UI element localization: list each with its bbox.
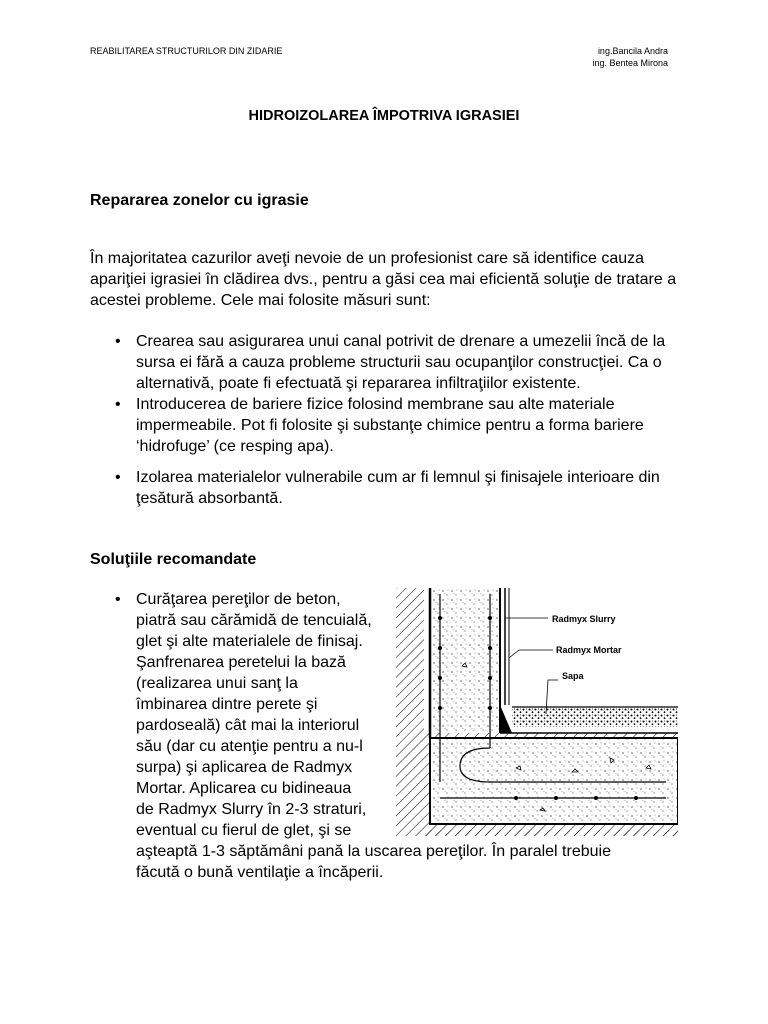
bullet-line: îmbinarea dintre perete şi bbox=[136, 696, 318, 713]
bullet-line: piatră sau cărămidă de tencuială, bbox=[136, 612, 372, 629]
foundation-slab bbox=[430, 738, 678, 824]
header-right bbox=[592, 45, 668, 69]
waterproofing-detail-figure bbox=[396, 588, 678, 836]
header-author-1: ing.Bancila Andra bbox=[597, 46, 668, 56]
bullet-text: Izolarea materialelor vulnerabile cum ar fi lemnul şi finisajele interioare din ţesătură absorbantă. bbox=[136, 469, 660, 507]
section1-bullet-list bbox=[90, 331, 690, 509]
mortar-fillet bbox=[500, 705, 512, 733]
bullet-line: Mortar. Aplicarea cu bidineaua bbox=[136, 780, 352, 797]
bullet-dot: • bbox=[115, 591, 121, 608]
bullet-line: aşteaptă 1-3 săptămâni pană la uscarea pereţilor. În paralel trebuie bbox=[136, 843, 611, 860]
bullet-line: eventual cu fierul de glet, şi se bbox=[136, 822, 352, 839]
bullet-line: surpa) şi aplicarea de Radmyx bbox=[136, 759, 353, 776]
bullet-line: de Radmyx Slurry în 2-3 straturi, bbox=[136, 801, 367, 818]
document-title: HIDROIZOLAREA ÎMPOTRIVA IGRASIEI bbox=[248, 108, 520, 124]
bullet-dot: • bbox=[115, 396, 121, 413]
label-sapa: Sapa bbox=[562, 671, 584, 681]
leader-lines bbox=[505, 618, 558, 714]
bullet-line: pardoseală) cât mai la interiorul bbox=[136, 717, 360, 734]
bullet-text: Crearea sau asigurarea unui canal potrivit de drenare a umezelii încă de la sursa ei fără a cauza probleme structurii sau ocupanţilor construcţiei. Ca o alternativă, poate fi efectuată şi repararea infiltraţiilor existente. bbox=[136, 333, 666, 392]
bullet-text: Introducerea de bariere fizice folosind membrane sau alte materiale impermeabile. Pot fi folosite şi substanţe chimice pentru a forma bariere ‘hidrofuge’ (ce resping apa). bbox=[136, 396, 644, 455]
label-radmyx-slurry: Radmyx Slurry bbox=[552, 614, 616, 624]
section1-heading: Repararea zonelor cu igrasie bbox=[90, 192, 309, 209]
bullet-line: făcută o bună ventilaţie a încăperii. bbox=[136, 864, 384, 881]
bullet-item bbox=[90, 394, 690, 457]
header-author-2: ing. Bentea Mirona bbox=[592, 58, 668, 68]
header-left: REABILITAREA STRUCTURILOR DIN ZIDARIE bbox=[90, 46, 283, 56]
section1-intro: În majoritatea cazurilor aveţi nevoie de un profesionist care să identifice cauza apariţiei igrasiei în clădirea dvs., pentru a găsi cea mai eficientă soluţie de tratare a acestei probleme. Cele mai folosite măsuri sunt: bbox=[90, 250, 677, 309]
bullet-dot: • bbox=[115, 333, 121, 350]
sapa-screed bbox=[512, 707, 678, 727]
section2-heading: Soluţiile recomandate bbox=[90, 551, 257, 568]
bullet-item bbox=[90, 331, 690, 394]
bullet-line: (realizarea unui sanţ la bbox=[136, 675, 298, 692]
bullet-line: său (dar cu atenţie pentru a nu-l bbox=[136, 738, 363, 755]
label-radmyx-mortar: Radmyx Mortar bbox=[556, 645, 622, 655]
bullet-line: Curăţarea pereţilor de beton, bbox=[136, 591, 341, 608]
bullet-line: Şanfrenarea peretelui la bază bbox=[136, 654, 346, 671]
bullet-item bbox=[90, 467, 690, 509]
bullet-line: glet şi alte materialele de finisaj. bbox=[136, 633, 363, 650]
bullet-dot: • bbox=[115, 469, 121, 486]
